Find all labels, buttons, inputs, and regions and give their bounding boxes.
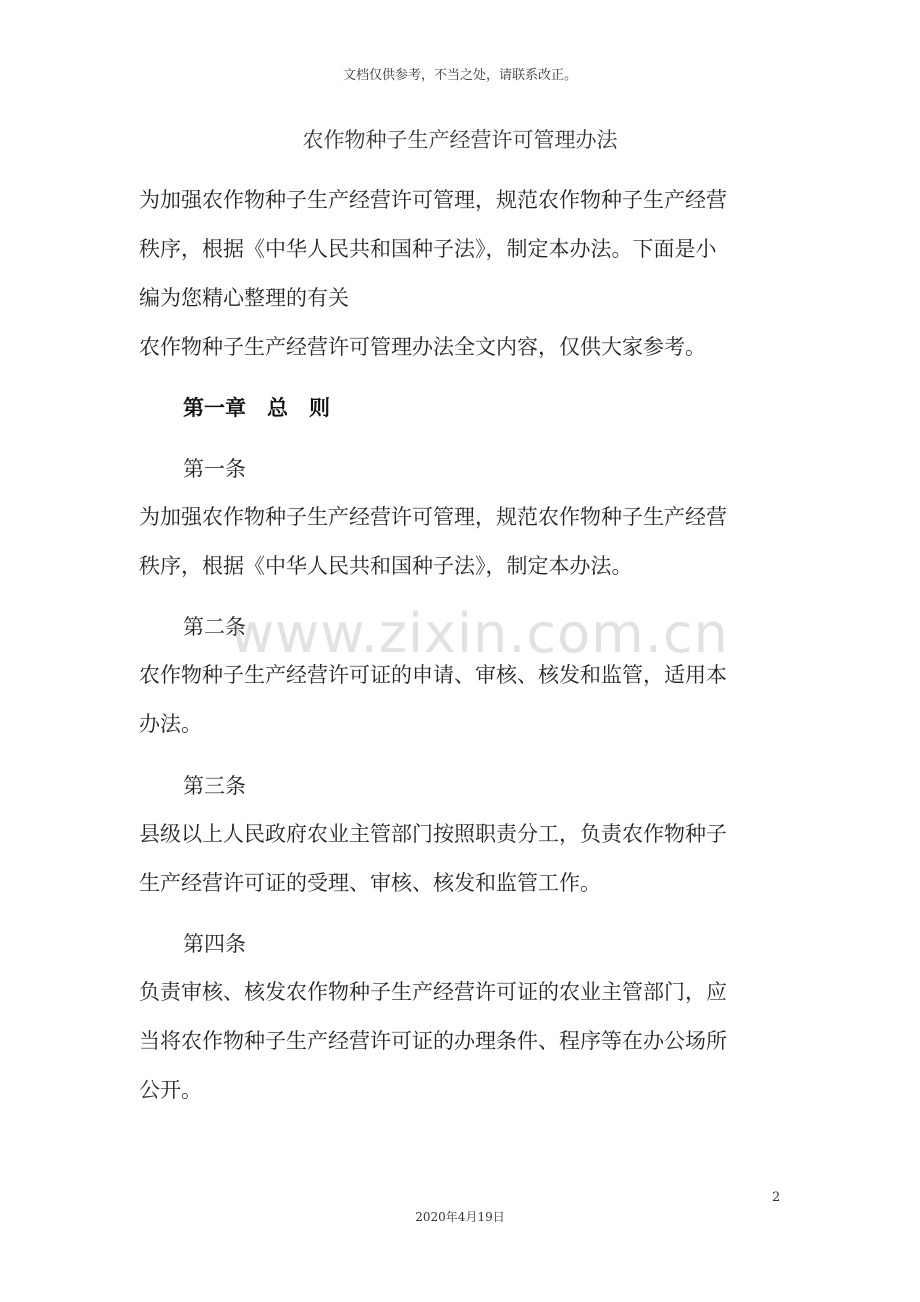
article-label: 第三条	[183, 774, 246, 798]
article-line: 县级以上人民政府农业主管部门按照职责分工，负责农作物种子	[139, 822, 727, 846]
article-label: 第四条	[183, 932, 246, 956]
article-line: 生产经营许可证的受理、审核、核发和监管工作。	[139, 871, 601, 895]
article-line: 农作物种子生产经营许可证的申请、审核、核发和监管，适用本	[139, 663, 727, 687]
footer-date: 2020年4月19日	[415, 1210, 505, 1224]
article-line: 秩序，根据《中华人民共和国种子法》，制定本办法。	[139, 554, 633, 578]
article-line: 公开。	[139, 1078, 202, 1102]
intro-line: 秩序，根据《中华人民共和国种子法》，制定本办法。下面是小	[139, 237, 717, 261]
page-number: 2	[772, 1190, 781, 1205]
chapter-heading: 第一章 总 则	[183, 396, 330, 420]
article-body	[139, 493, 779, 591]
intro-line: 编为您精心整理的有关	[139, 286, 349, 310]
article-body	[139, 810, 779, 908]
article-line: 负责审核、核发农作物种子生产经营许可证的农业主管部门，应	[139, 980, 727, 1004]
header-note: 文档仅供参考，不当之处，请联系改正。	[342, 68, 577, 83]
intro-line: 为加强农作物种子生产经营许可管理，规范农作物种子生产经营	[139, 188, 727, 212]
intro-paragraph	[139, 176, 779, 372]
article-label: 第二条	[183, 615, 246, 639]
document-title: 农作物种子生产经营许可管理办法	[302, 128, 618, 152]
intro-line: 农作物种子生产经营许可管理办法全文内容，仅供大家参考。	[139, 335, 706, 359]
article-body	[139, 968, 779, 1115]
article-line: 当将农作物种子生产经营许可证的办理条件、程序等在办公场所	[139, 1029, 727, 1053]
article-label: 第一条	[183, 457, 246, 481]
article-body	[139, 651, 779, 749]
article-line: 办法。	[139, 712, 202, 736]
article-line: 为加强农作物种子生产经营许可管理，规范农作物种子生产经营	[139, 505, 727, 529]
watermark: www.zixin.com.cn	[230, 602, 729, 665]
